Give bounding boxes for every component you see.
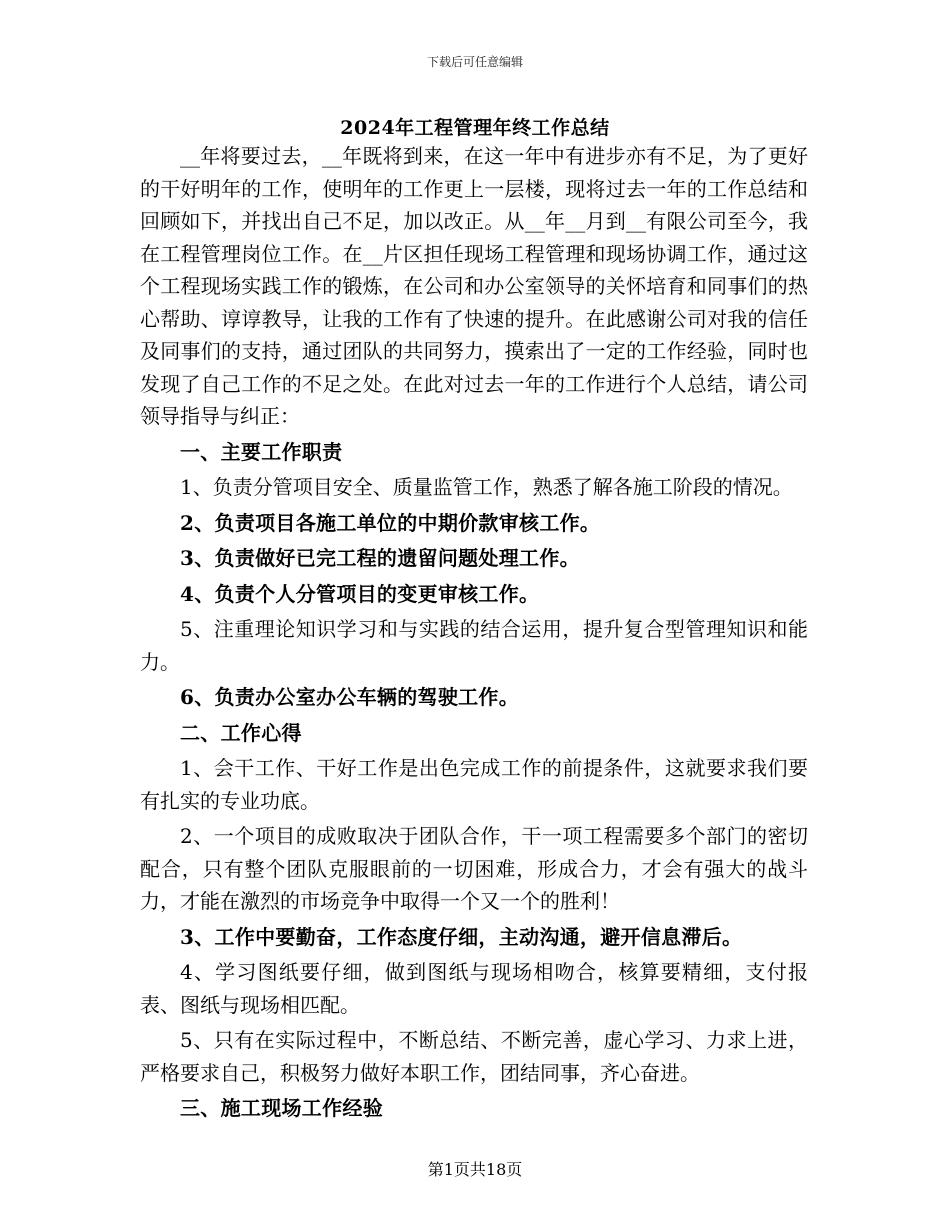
- duty-item-2: 2、负责项目各施工单位的中期价款审核工作。: [180, 510, 601, 535]
- duty-item-5: 5、注重理论知识学习和与实践的结合运用，提升复合型管理知识和能力。: [140, 617, 808, 674]
- document-title: 2024年工程管理年终工作总结: [340, 117, 610, 139]
- duty-item-4: 4、负责个人分管项目的变更审核工作。: [180, 581, 540, 606]
- header-note: 下载后可任意编辑: [426, 55, 523, 69]
- duty-item-3: 3、负责做好已完工程的遗留问题处理工作。: [180, 546, 580, 570]
- insight-item-2: 2、一个项目的成败取决于团队合作，干一项工程需要多个部门的密切配合，只有整个团队克服眼前的一切困难，形成合力，才会有强大的战斗力，才能在激烈的市场竞争中取得一个又一个的胜利！: [140, 824, 808, 913]
- insight-item-4: 4、学习图纸要仔细，做到图纸与现场相吻合，核算要精细，支付报表、图纸与现场相匹配。: [140, 960, 808, 1017]
- duty-item-6: 6、负责办公室办公车辆的驾驶工作。: [180, 685, 520, 709]
- intro-paragraph: __年将要过去，__年既将到来，在这一年中有进步亦有不足，为了更好的干好明年的工作，使明年的工作更上一层楼，现将过去一年的工作总结和回顾如下，并找出自己不足，加以改正。从__年__月到__有限公司至今，我在工程管理岗位工作。在__片区担任现场工程管理和现场协调工作，通过这个工程现场实践工作的锻炼，在公司和办公室领导的关怀培育和同事们的热心帮助、谆谆教导，让我的工作有了快速的提升。在此感谢公司对我的信任及同事们的支持，通过团队的共同努力，摸索出了一定的工作经验，同时也发现了自己工作的不足之处。在此对过去一年的工作进行个人总结，请公司领导指导与纠正：: [140, 144, 808, 428]
- section-heading-duties: 一、主要工作职责: [180, 439, 343, 464]
- insight-item-5: 5、只有在实际过程中，不断总结、不断完善，虚心学习、力求上进，严格要求自己，积极努力做好本职工作，团结同事，齐心奋进。: [140, 1028, 808, 1085]
- insight-item-3: 3、工作中要勤奋，工作态度仔细，主动沟通，避开信息滞后。: [180, 924, 743, 949]
- page-number-footer: 第1页共18页: [427, 1160, 523, 1179]
- section-heading-insights: 二、工作心得: [180, 720, 302, 745]
- section-heading-site-experience: 三、施工现场工作经验: [180, 1096, 383, 1120]
- insight-item-1: 1、会干工作、干好工作是出色完成工作的前提条件，这就要求我们要有扎实的专业功底。: [140, 756, 808, 813]
- duty-item-1: 1、负责分管项目安全、质量监管工作，熟悉了解各施工阶段的情况。: [180, 475, 793, 499]
- document-body: [140, 140, 808, 1125]
